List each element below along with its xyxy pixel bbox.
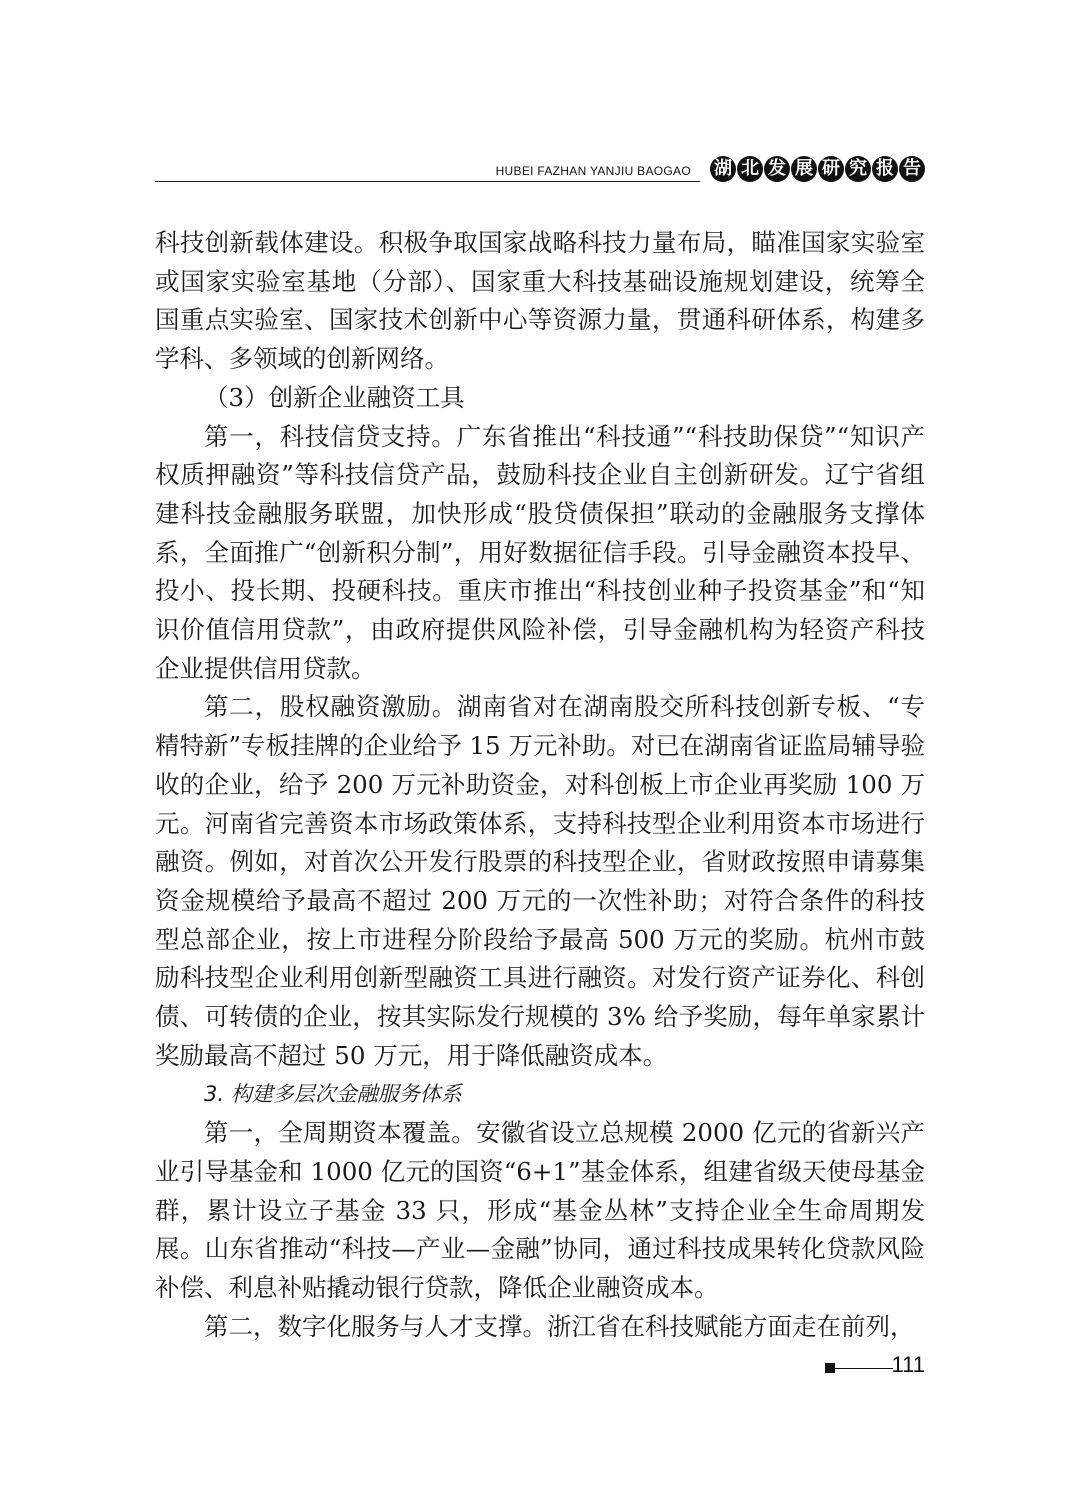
paragraph: 第一，科技信贷支持。广东省推出“科技通”“科技助保贷”“知识产权质押融资”等科技信贷产品，鼓励科技企业自主创新研发。辽宁省组建科技金融服务联盟，加快形成“股贷债保担”联动的金融服务支撑体系，全面推广“创新积分制”，用好数据征信手段。引导金融资本投早、投小、投长期、投硬科技。重庆市推出“科技创业种子投资基金”和“知识价值信用贷款”，由政府提供风险补偿，引导金融机构为轻资产科技企业提供信用贷款。 <box>155 421 925 683</box>
footer-rule <box>835 1368 893 1369</box>
header-title-char: 报 <box>872 156 898 182</box>
paragraph-continuation: 科技创新载体建设。积极争取国家战略科技力量布局，瞄准国家实验室或国家实验室基地（分部）、国家重大科技基础设施规划建设，统筹全国重点实验室、国家技术创新中心等资源力量，贯通科研体系，构建多学科、多领域的创新网络。 <box>155 228 925 374</box>
footer-square-mark <box>825 1363 835 1373</box>
header-title-char: 研 <box>818 156 844 182</box>
section-heading: （3）创新企业融资工具 <box>204 382 465 412</box>
header-title-char: 湖 <box>710 156 736 182</box>
subsection-heading: 3. 构建多层次金融服务体系 <box>204 1082 462 1107</box>
paragraph: 第二，股权融资激励。湖南省对在湖南股交所科技创新专板、“专精特新”专板挂牌的企业给予 15 万元补助。对已在湖南省证监局辅导验收的企业，给予 200 万元补助资金，对科创板上市企业再奖励 100 万元。河南省完善资本市场政策体系，支持科技型企业利用资本市场进行融资。例如，对首次公开发行股票的科技型企业，省财政按照申请募集资金规模给予最高不超过 200 万元的一次性补助；对符合条件的科技型总部企业，按上市进程分阶段给予最高 500 万元的奖励。杭州市鼓励科技型企业利用创新型融资工具进行融资。对发行资产证券化、科创债、可转债的企业，按其实际发行规模的 3% 给予奖励，每年单家累计奖励最高不超过 50 万元，用于降低融资成本。 <box>155 692 925 1070</box>
header-rule <box>155 181 700 182</box>
header-title-char: 北 <box>737 156 763 182</box>
page-number: 111 <box>891 1352 925 1377</box>
body-text <box>155 224 925 1346</box>
header-title-char: 告 <box>899 156 925 182</box>
paragraph: 第一，全周期资本覆盖。安徽省设立总规模 2000 亿元的省新兴产业引导基金和 1000 亿元的国资“6+1”基金体系，组建省级天使母基金群，累计设立子基金 33 只，形成“基金丛林”支持企业全生命周期发展。山东省推动“科技—产业—金融”协同，通过科技成果转化贷款风险补偿、利息补贴撬动银行贷款，降低企业融资成本。 <box>155 1118 925 1302</box>
header-title-char: 展 <box>791 156 817 182</box>
paragraph: 第二，数字化服务与人才支撑。浙江省在科技赋能方面走在前列， <box>204 1311 915 1341</box>
header-english-title: HUBEI FAZHAN YANJIU BAOGAO <box>495 164 691 178</box>
running-header <box>155 150 925 186</box>
header-title-char: 究 <box>845 156 871 182</box>
header-title-char: 发 <box>764 156 790 182</box>
header-chinese-title <box>700 152 925 186</box>
page-footer <box>820 1352 925 1382</box>
